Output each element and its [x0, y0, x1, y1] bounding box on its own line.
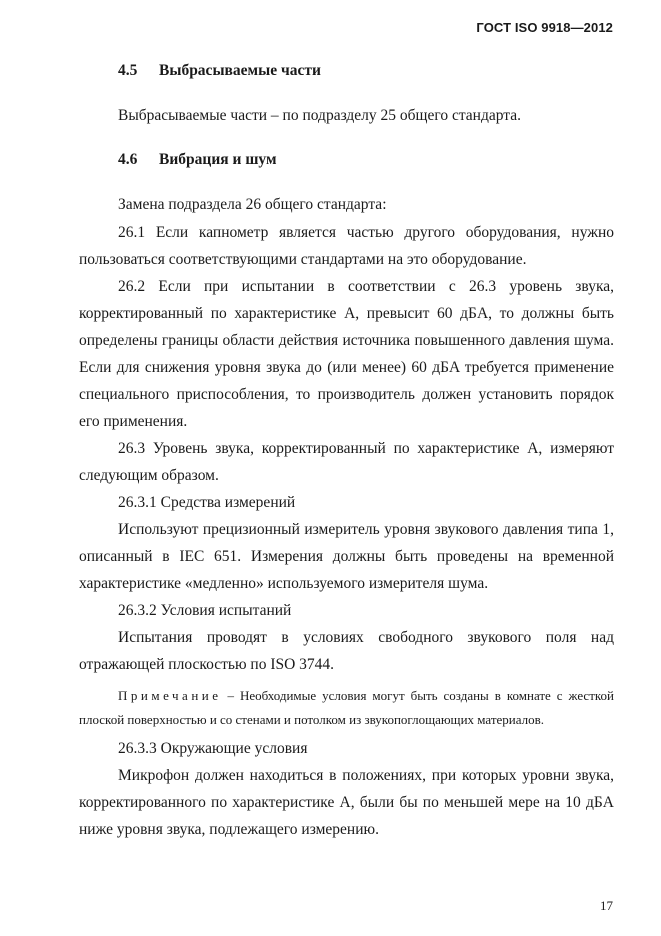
paragraph-26-3-3: Микрофон должен находиться в положениях, при которых уровни звука, корректированного по характеристике A, были бы по меньшей мере на 10 дБA ниже уровня звука, подлежащего измерению. — [79, 767, 614, 838]
section-title: Вибрация и шум — [159, 151, 277, 168]
subsection-title-26-3-2: 26.3.2 Условия испытаний — [118, 602, 292, 619]
paragraph-26-2: 26.2 Если при испытании в соответствии с 26.3 уровень звука, корректированный по характеристике A, превысит 60 дБA, то должны быть определены границы области действия источника повышенного давления шума. Если для снижения уровня звука до (или менее) 60 дБA требуется применение специального приспособления, то производитель должен установить порядок его применения. — [79, 278, 614, 430]
note-block — [79, 684, 614, 732]
paragraph-26-3-1: Используют прецизионный измеритель уровня звукового давления типа 1, описанный в IEC 651. Измерения должны быть проведены на временной характеристике «медленно» используемого измерителя шума. — [79, 521, 614, 592]
paragraph-26-3: 26.3 Уровень звука, корректированный по характеристике A, измеряют следующим образом. — [79, 440, 614, 484]
subsection-title-26-3-1: 26.3.1 Средства измерений — [118, 494, 296, 511]
note-label: Примечание — [118, 688, 222, 703]
page-header-doc-id: ГОСТ ISO 9918—2012 — [476, 20, 613, 35]
paragraph-26-3-2: Испытания проводят в условиях свободного звукового поля над отражающей плоскостью по ISO 3744. — [79, 629, 614, 673]
section-heading-4-6 — [118, 151, 277, 169]
page-number: 17 — [600, 898, 613, 913]
section-number: 4.5 — [118, 62, 138, 79]
body-block-1 — [79, 219, 614, 678]
paragraph-26-1: 26.1 Если капнометр является частью другого оборудования, нужно пользоваться соответствующими стандартами на это оборудование. — [79, 224, 614, 268]
note-text: – Необходимые условия могут быть созданы в комнате с жесткой плоской поверхностью и со стенами и потолком из звукопоглощающих материалов. — [79, 688, 614, 727]
section-text-4-5: Выбрасываемые части – по подразделу 25 общего стандарта. — [118, 107, 522, 124]
section-title: Выбрасываемые части — [159, 62, 321, 79]
paragraph-replacement: Замена подраздела 26 общего стандарта: — [118, 196, 387, 213]
section-number: 4.6 — [118, 151, 138, 168]
note-paragraph — [79, 684, 614, 732]
section-heading-4-5 — [118, 62, 321, 80]
body-block-2 — [79, 735, 614, 843]
subsection-title-26-3-3: 26.3.3 Окружающие условия — [118, 740, 308, 757]
